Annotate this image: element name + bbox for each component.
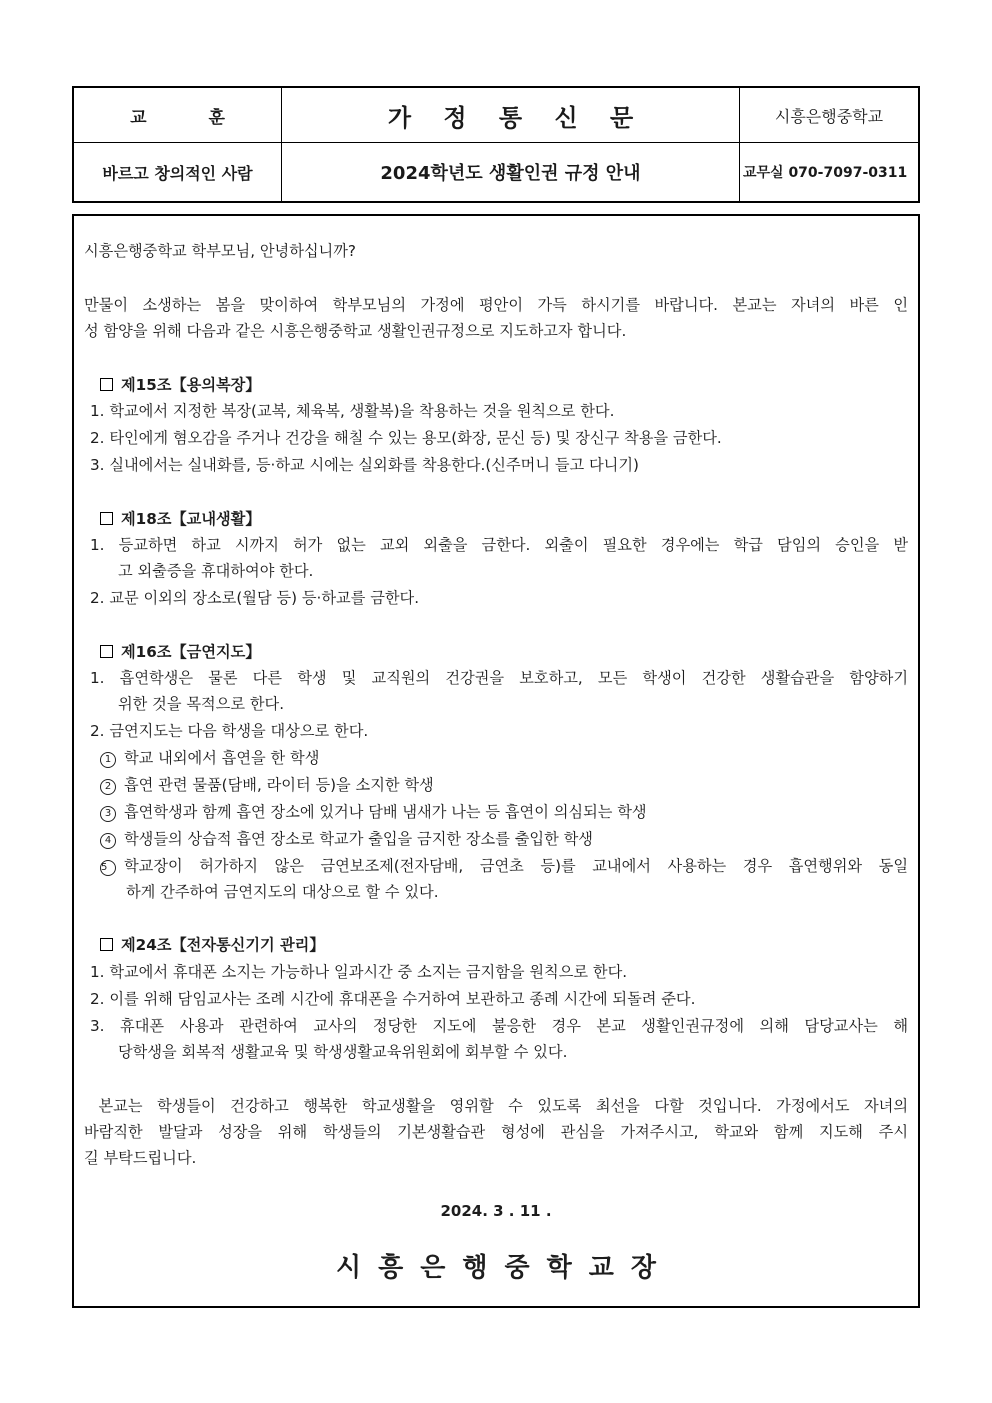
letter-body bbox=[72, 214, 920, 1308]
circled-number: 2 bbox=[100, 779, 116, 795]
list-item: 2. 교문 이외의 장소로(월담 등) 등·하교를 금한다. bbox=[90, 589, 420, 607]
section-heading: 제15조【용의복장】 bbox=[100, 375, 908, 395]
sub-item: 1 학교 내외에서 흡연을 한 학생 bbox=[100, 748, 908, 768]
list-item-continuation: 위한 것을 목적으로 한다. bbox=[118, 695, 285, 713]
checkbox-icon bbox=[100, 378, 113, 391]
letter-date: 2024. 3 . 11 . bbox=[440, 1202, 552, 1220]
sub-item: 3 흡연학생과 함께 흡연 장소에 있거나 담배 냄새가 나는 등 흡연이 의심되는 학생 bbox=[100, 802, 908, 822]
principal-signature: 시흥은행중학교장 bbox=[336, 1253, 673, 1283]
circled-number: 4 bbox=[100, 833, 116, 849]
closing-line: 길 부탁드립니다. bbox=[84, 1149, 197, 1167]
school-motto: 바르고 창의적인 사람 bbox=[102, 163, 253, 183]
list-item: 1. 흡연학생은 물론 다른 학생 및 교직원의 건강권을 보호하고, 모든 학생이 건강한 생활습관을 함양하기 bbox=[90, 669, 908, 687]
sub-item-continuation: 하게 간주하여 금연지도의 대상으로 할 수 있다. bbox=[126, 883, 439, 901]
list-item: 2. 이를 위해 담임교사는 조례 시간에 휴대폰을 수거하여 보관하고 종례 시간에 되돌려 준다. bbox=[90, 990, 696, 1008]
list-item: 1. 학교에서 지정한 복장(교복, 체육복, 생활복)을 착용하는 것을 원칙으로 한다. bbox=[90, 402, 615, 420]
section-heading: 제24조【전자통신기기 관리】 bbox=[100, 935, 908, 955]
section-heading: 제16조【금연지도】 bbox=[100, 642, 908, 662]
newsletter-title: 가 정 통 신 문 bbox=[387, 103, 646, 132]
list-item: 3. 휴대폰 사용과 관련하여 교사의 정당한 지도에 불응한 경우 본교 생활인권규정에 의해 담당교사는 해 bbox=[90, 1017, 908, 1035]
list-item: 2. 타인에게 혐오감을 주거나 건강을 해칠 수 있는 용모(화장, 문신 등) 및 장신구 착용을 금한다. bbox=[90, 429, 722, 447]
closing-line: 바람직한 발달과 성장을 위해 학생들의 기본생활습관 형성에 관심을 가져주시고, 학교와 함께 지도해 주시 bbox=[84, 1123, 908, 1141]
intro-line: 만물이 소생하는 봄을 맞이하여 학부모님의 가정에 평안이 가득 하시기를 바랍니다. 본교는 자녀의 바른 인 bbox=[84, 296, 908, 314]
circled-number: 1 bbox=[100, 752, 116, 768]
circled-number: 3 bbox=[100, 806, 116, 822]
closing-line: 본교는 학생들이 건강하고 행복한 학교생활을 영위할 수 있도록 최선을 다할 것입니다. 가정에서도 자녀의 bbox=[84, 1097, 909, 1115]
list-item: 1. 학교에서 휴대폰 소지는 가능하나 일과시간 중 소지는 금지함을 원칙으로 한다. bbox=[90, 963, 628, 981]
checkbox-icon bbox=[100, 938, 113, 951]
document-subject: 2024학년도 생활인권 규정 안내 bbox=[380, 163, 641, 184]
intro-line: 성 함양을 위해 다음과 같은 시흥은행중학교 생활인권규정으로 지도하고자 합니다. bbox=[84, 322, 627, 340]
motto-label: 교 훈 bbox=[130, 107, 253, 128]
section-heading: 제18조【교내생활】 bbox=[100, 509, 908, 529]
list-item-continuation: 당학생을 회복적 생활교육 및 학생생활교육위원회에 회부할 수 있다. bbox=[118, 1043, 568, 1061]
sub-item: 5 학교장이 허가하지 않은 금연보조제(전자담배, 금연초 등)를 교내에서 사용하는 경우 흡연행위와 동일 bbox=[101, 857, 908, 875]
office-contact: 교무실 070-7097-0311 bbox=[743, 165, 908, 181]
sub-item: 2 흡연 관련 물품(담배, 라이터 등)을 소지한 학생 bbox=[100, 775, 908, 795]
school-name: 시흥은행중학교 bbox=[774, 106, 884, 126]
circled-number: 5 bbox=[100, 860, 116, 876]
header-table bbox=[72, 86, 920, 203]
checkbox-icon bbox=[100, 512, 113, 525]
list-item: 2. 금연지도는 다음 학생을 대상으로 한다. bbox=[90, 722, 369, 740]
sub-item: 4 학생들의 상습적 흡연 장소로 학교가 출입을 금지한 장소를 출입한 학생 bbox=[100, 829, 908, 849]
list-item-continuation: 고 외출증을 휴대하여야 한다. bbox=[118, 562, 314, 580]
checkbox-icon bbox=[100, 645, 113, 658]
list-item: 3. 실내에서는 실내화를, 등·하교 시에는 실외화를 착용한다.(신주머니 들고 다니기) bbox=[90, 456, 639, 474]
greeting: 시흥은행중학교 학부모님, 안녕하십니까? bbox=[84, 242, 356, 260]
list-item: 1. 등교하면 하교 시까지 허가 없는 교외 외출을 금한다. 외출이 필요한 경우에는 학급 담임의 승인을 받 bbox=[90, 536, 908, 554]
